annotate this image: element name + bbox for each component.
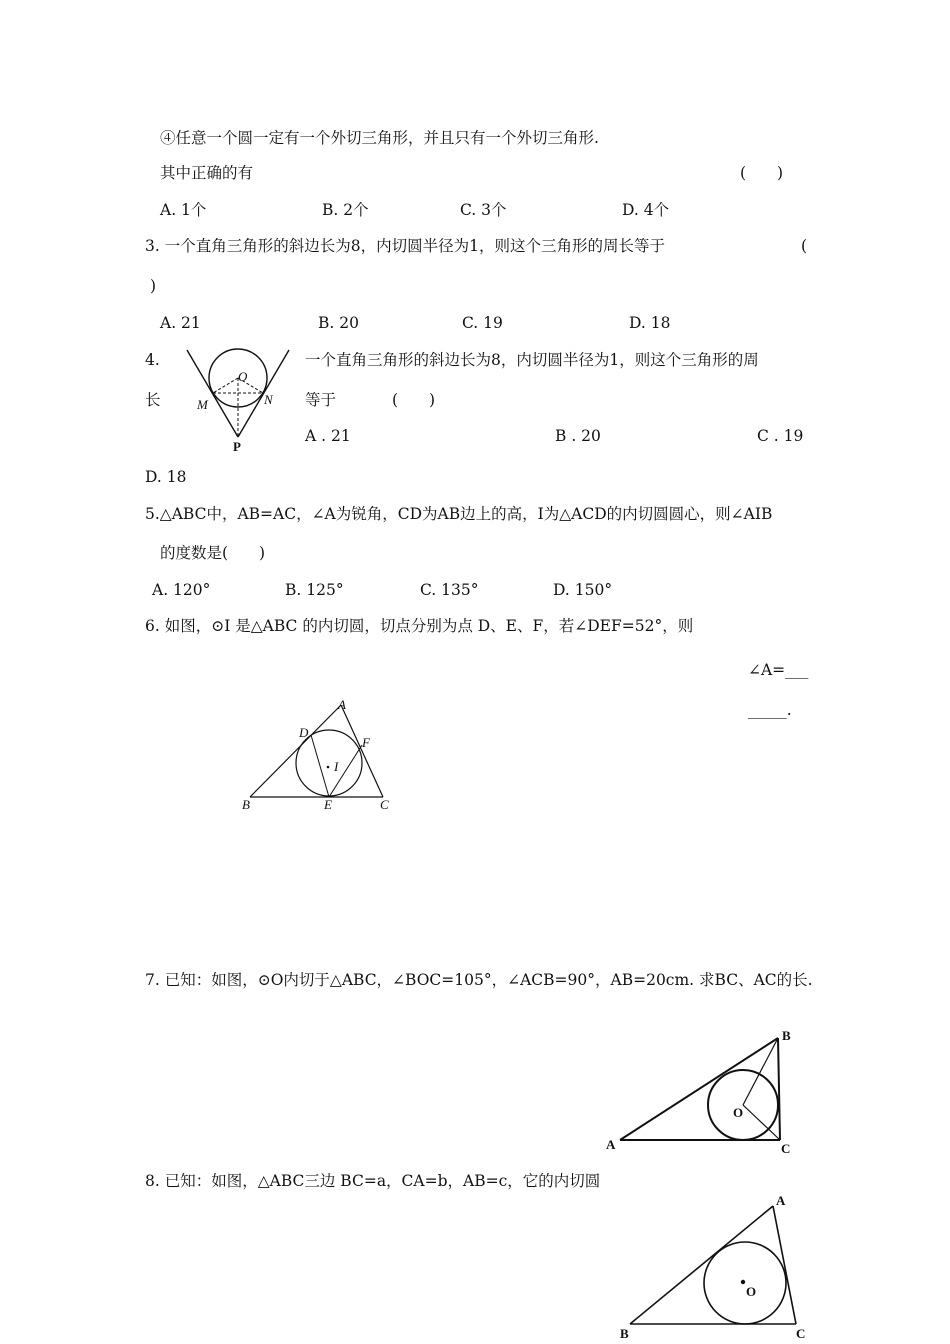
q3-paren-close: )	[150, 277, 157, 295]
q4-number: 4.	[145, 351, 160, 369]
q8-label-c: C	[796, 1326, 806, 1341]
q4-option-b: B . 20	[555, 427, 601, 445]
q4-label-o: O	[238, 369, 248, 384]
q8-stem: 8. 已知：如图，△ABC三边 BC=a，CA=b，AB=c，它的内切圆	[145, 1172, 601, 1190]
q3-paren-open: (	[801, 237, 808, 255]
q4-option-d: D. 18	[145, 468, 187, 486]
q4-stem-chang: 长	[145, 391, 161, 409]
q6-answer-line1: ∠A=___	[748, 661, 809, 679]
q2-item4: ④任意一个圆一定有一个外切三角形，并且只有一个外切三角形.	[160, 129, 599, 147]
q3-option-d: D. 18	[629, 314, 671, 332]
q2-option-d: D. 4个	[622, 201, 670, 219]
q8-label-a: A	[776, 1193, 786, 1208]
q4-label-p: P	[233, 439, 241, 454]
q7-label-c: C	[781, 1141, 791, 1156]
q8-figure-incircle	[610, 1190, 810, 1344]
q5-stem-line2: 的度数是( )	[160, 544, 266, 562]
q4-option-a: A . 21	[305, 427, 351, 445]
q4-stem-line2: 等于	[305, 391, 337, 409]
q3-option-b: B. 20	[318, 314, 359, 332]
q5-option-c: C. 135°	[420, 581, 479, 599]
q8-label-b: B	[620, 1326, 629, 1341]
q4-answer-blank: ( )	[392, 391, 436, 409]
q7-label-o: O	[733, 1105, 744, 1120]
q7-figure-right-triangle	[600, 1025, 800, 1160]
q7-stem: 7. 已知：如图，⊙O内切于△ABC，∠BOC=105°，∠ACB=90°，AB=20cm. 求BC、AC的长.	[145, 971, 813, 989]
q8-label-o: O	[746, 1284, 757, 1299]
q4-figure-tangents	[180, 345, 295, 455]
q3-option-a: A. 21	[160, 314, 201, 332]
q6-figure-incircle	[238, 695, 398, 815]
q2-option-b: B. 2个	[322, 201, 369, 219]
q5-stem-line1: 5.△ABC中，AB=AC，∠A为锐角，CD为AB边上的高，I为△ACD的内切圆圆心，则∠AIB	[145, 505, 773, 523]
q6-label-i: I	[334, 759, 339, 774]
q5-option-a: A. 120°	[152, 581, 211, 599]
q6-label-f: F	[362, 735, 370, 750]
q2-option-c: C. 3个	[460, 201, 507, 219]
q3-option-c: C. 19	[462, 314, 503, 332]
q7-label-a: A	[606, 1137, 616, 1152]
q5-option-d: D. 150°	[553, 581, 613, 599]
q3-stem: 3. 一个直角三角形的斜边长为8，内切圆半径为1，则这个三角形的周长等于	[145, 237, 665, 255]
q4-option-c: C . 19	[757, 427, 804, 445]
q2-answer-blank: ( )	[740, 164, 784, 182]
q6-answer-line2: _____.	[748, 701, 792, 719]
q4-label-n: N	[264, 392, 273, 407]
q4-stem-line1: 一个直角三角形的斜边长为8，内切圆半径为1，则这个三角形的周	[305, 351, 759, 369]
q6-label-b: B	[242, 797, 250, 812]
q2-option-a: A. 1个	[160, 201, 207, 219]
q6-stem: 6. 如图，⊙I 是△ABC 的内切圆，切点分别为点 D、E、F，若∠DEF=52°，则	[145, 617, 694, 635]
q6-label-e: E	[324, 797, 332, 812]
q6-label-c: C	[380, 797, 389, 812]
q4-label-m: M	[197, 397, 208, 412]
q6-label-a: A	[338, 697, 346, 712]
q7-label-b: B	[782, 1028, 791, 1043]
q5-option-b: B. 125°	[285, 581, 344, 599]
q2-stem: 其中正确的有	[160, 164, 254, 182]
q6-label-d: D	[299, 725, 309, 740]
